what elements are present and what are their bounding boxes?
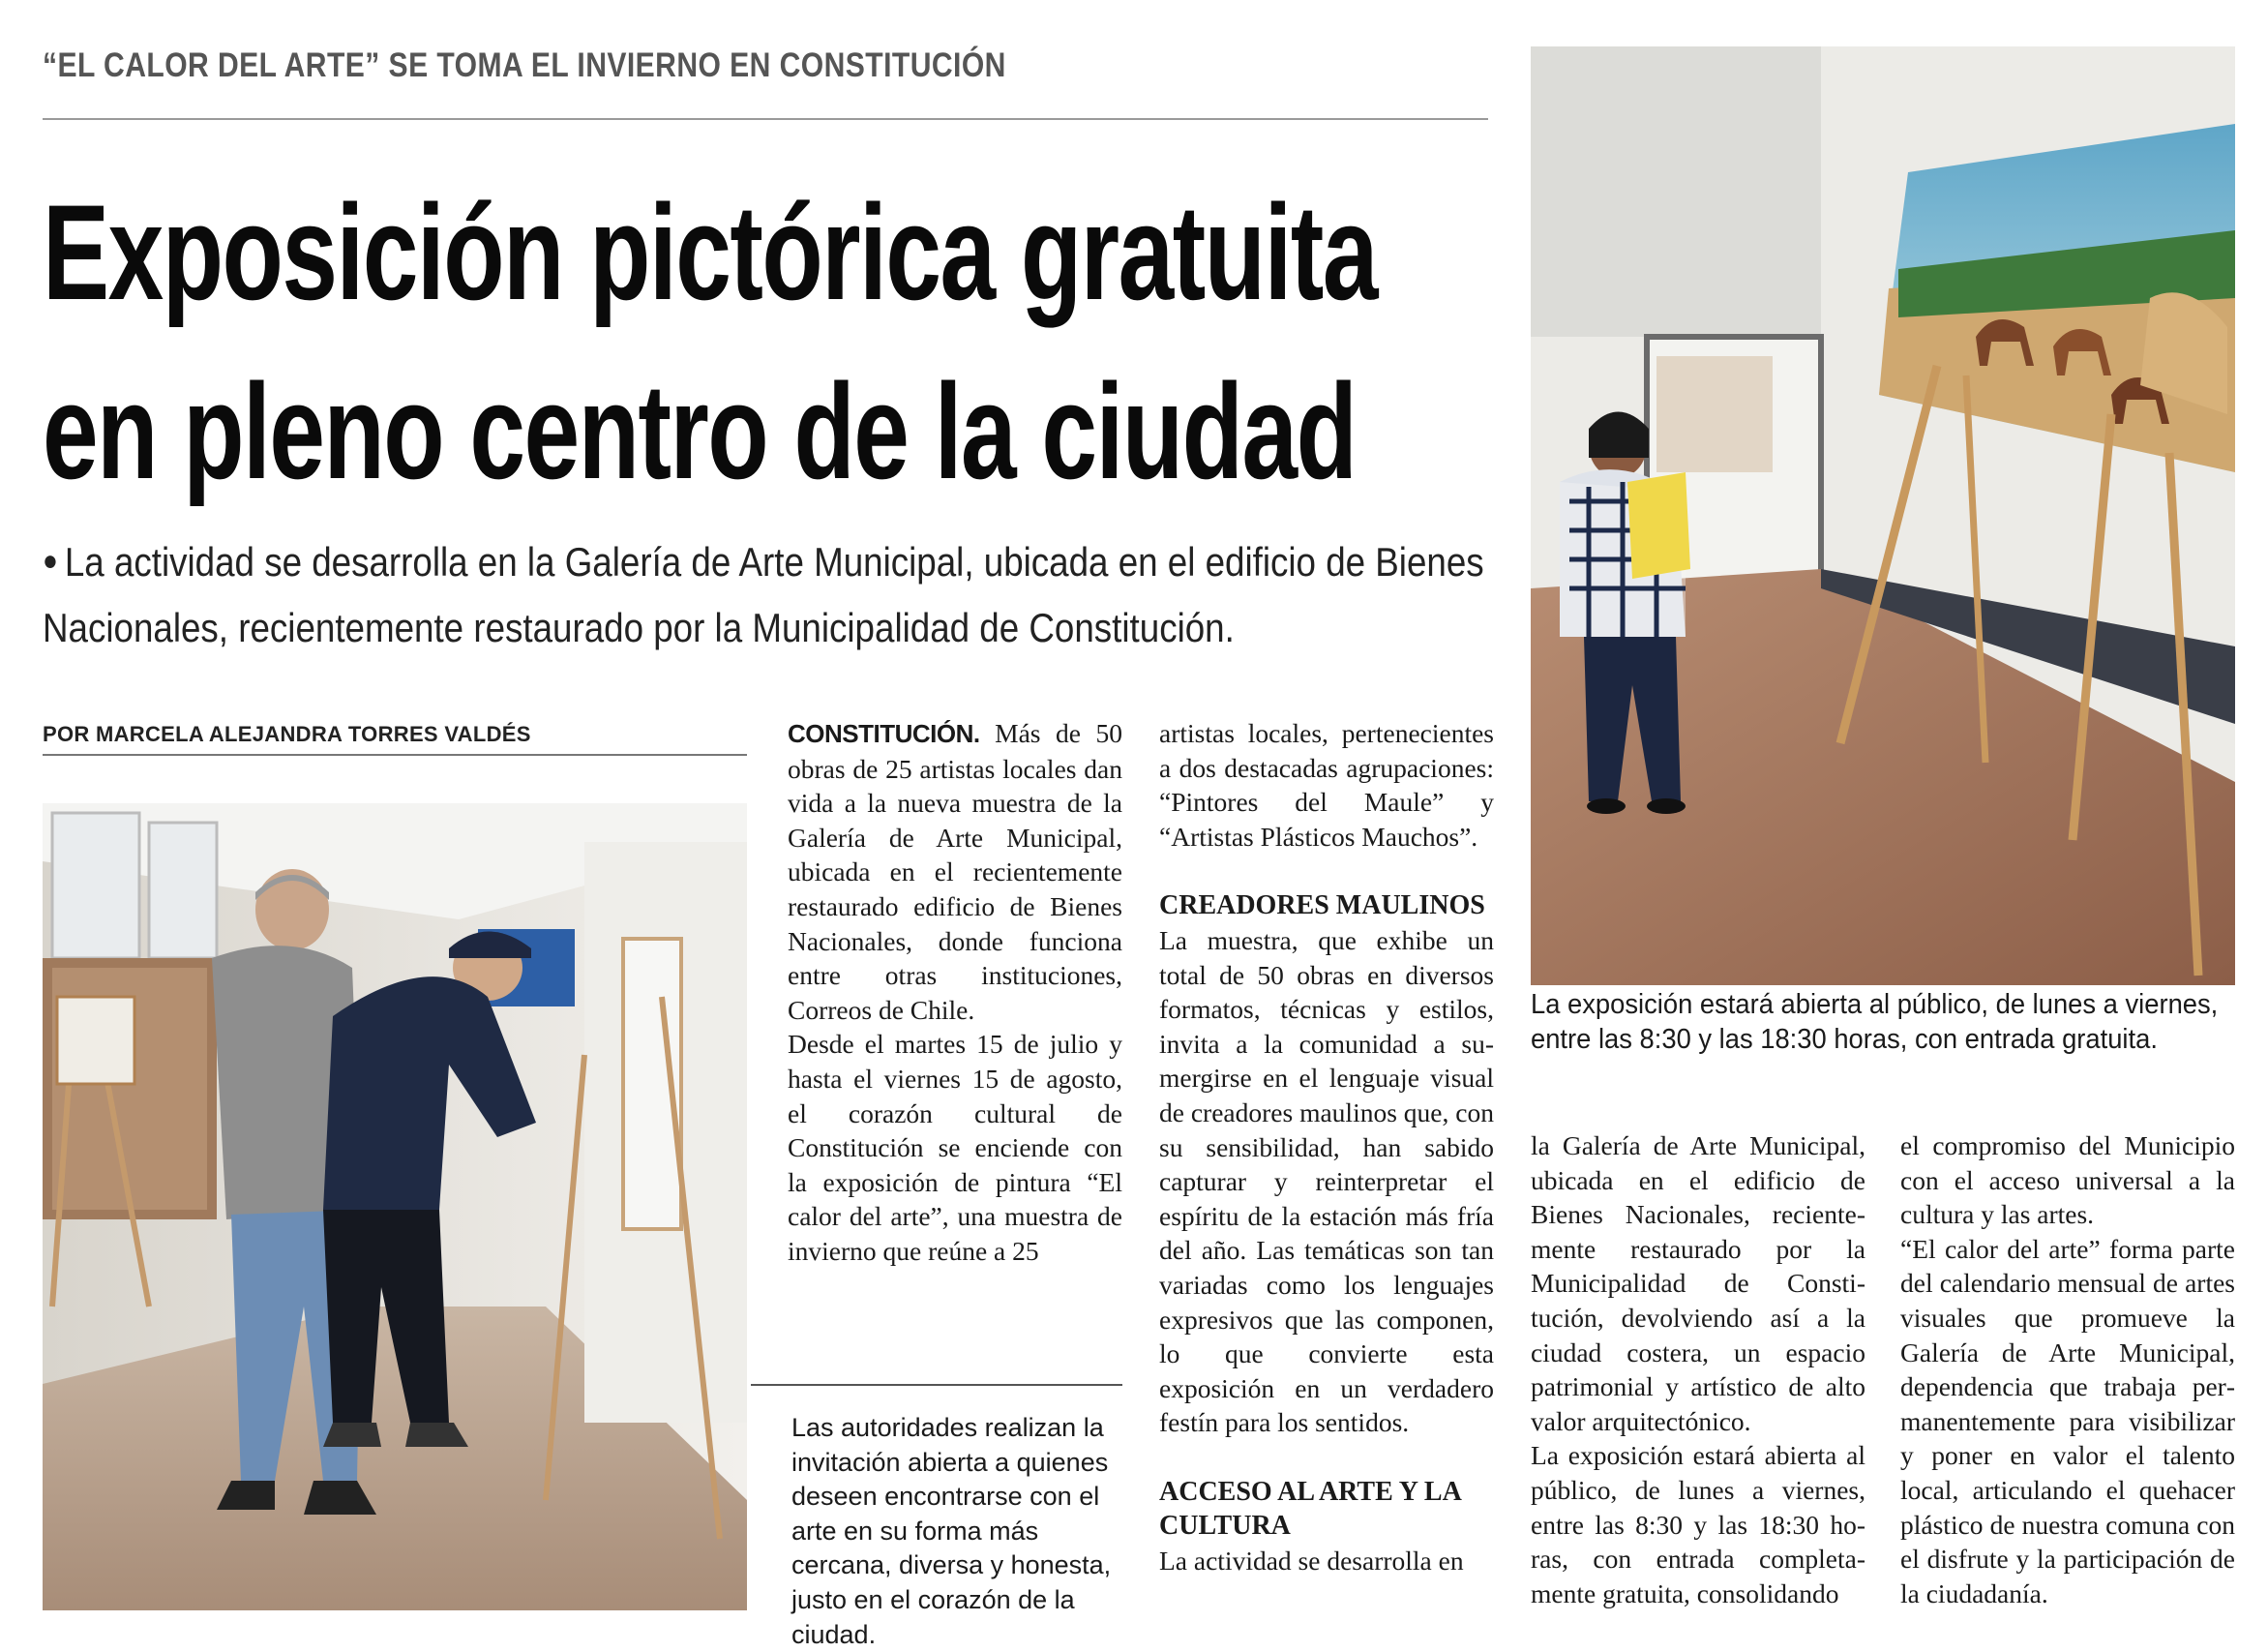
body-paragraph-3: artistas locales, pertenecientes a dos destacadas agrupaciones: “Pintores del Maule” y “Artistas Plásticos Mauchos”. [1159, 718, 1494, 852]
bullet-icon: ● [43, 545, 58, 577]
dateline: CONSTITUCIÓN. [788, 719, 980, 748]
headline-line-1: Exposición pictórica gratuita [43, 176, 1378, 328]
body-paragraph-8: el compromiso del Municipio con el acceso universal a la cultura y las artes. [1900, 1130, 2235, 1230]
column-3 [1159, 716, 1494, 1578]
headline-line-2: en pleno centro de la ciudad [43, 355, 1357, 507]
body-paragraph-1: Más de 50 obras de 25 artistas locales dan vida a la nueva muestra de la Galería de Arte Municipal, ubicada en el recientemente restaurado edificio de Bienes Nacionales, donde funciona entre otras instituciones, Correos de Chile. [788, 718, 1122, 1025]
headline [43, 163, 1378, 521]
body-paragraph-4: La muestra, que exhibe un total de 50 obras en diversos formatos, técnicas y estilos, invita a la comunidad a sumergirse en el lenguaje visual de creadores maulinos que, con su sensibilidad, han sabido capturar y reinterpretar el espíritu de la estación más fría del año. Las temáticas son tan variadas como los lenguajes expresivos que las componen, lo que convierte esta exposición en un verdadero festín para los sentidos. [1159, 924, 1494, 1438]
column-2 [788, 716, 1122, 1269]
column-4 [1531, 1128, 1865, 1610]
subhead-acceso: ACCESO AL ARTE Y LA CULTURA [1159, 1476, 1461, 1542]
body-paragraph-2: Desde el martes 15 de julio y hasta el viernes 15 de agosto, el corazón cultural de Constitución se enciende con la exposición de pintura “El calor del arte”, una muestra de invierno que reúne a 25 [788, 1029, 1122, 1266]
deck-line-1: La actividad se desarrolla en la Galería de Arte Municipal, ubicada en el edificio de Bienes [64, 539, 1484, 585]
byline: POR MARCELA ALEJANDRA TORRES VALDÉS [43, 722, 531, 746]
subhead-creadores: CREADORES MAULINOS [1159, 890, 1485, 921]
deck [43, 528, 1499, 661]
photo-painting-caption: La exposición estará abierta al público, de lunes a viernes, entre las 8:30 y las 18:30 horas, con entrada gratuita. [1531, 989, 2219, 1055]
body-paragraph-7: La exposición estará abierta al público, de lunes a viernes, entre las 8:30 y las 18:30 horas, con entrada completamente gratuita, consolidando [1531, 1440, 1865, 1608]
photo-corridor [43, 803, 747, 1610]
photo-painting [1531, 46, 2235, 985]
body-paragraph-6: la Galería de Arte Municipal, ubicada en el edificio de Bienes Nacionales, recientemente restaurado por la Municipalidad de Constitución, devolviendo así a la ciudad costera, un espacio patrimonial y artístico de alto valor arquitectónico. [1531, 1130, 1865, 1436]
photo-corridor-caption: Las autoridades realizan la invitación abierta a quienes deseen encontrarse con el arte en su forma más cercana, diversa y honesta, justo en el corazón de la ciudad. [791, 1413, 1112, 1649]
kicker-rule [43, 118, 1488, 120]
caption-rule [751, 1384, 1122, 1386]
column-5 [1900, 1128, 2235, 1610]
body-paragraph-9: “El calor del arte” forma parte del calendario mensual de artes visuales que promueve la Galería de Arte Municipal, dependencia que trabaja permanentemente para visibilizar y poner en valor el talento local, articulando el quehacer plástico de nuestra comuna con el disfrute y la participación de la ciudadanía. [1900, 1233, 2235, 1608]
deck-line-2: Nacionales, recientemente restaurado por la Municipalidad de Constitución. [43, 605, 1235, 650]
kicker: “EL CALOR DEL ARTE” SE TOMA EL INVIERNO EN CONSTITUCIÓN [43, 46, 1006, 84]
body-paragraph-5: La actividad se desarrolla en [1159, 1546, 1464, 1577]
byline-rule [43, 754, 747, 756]
